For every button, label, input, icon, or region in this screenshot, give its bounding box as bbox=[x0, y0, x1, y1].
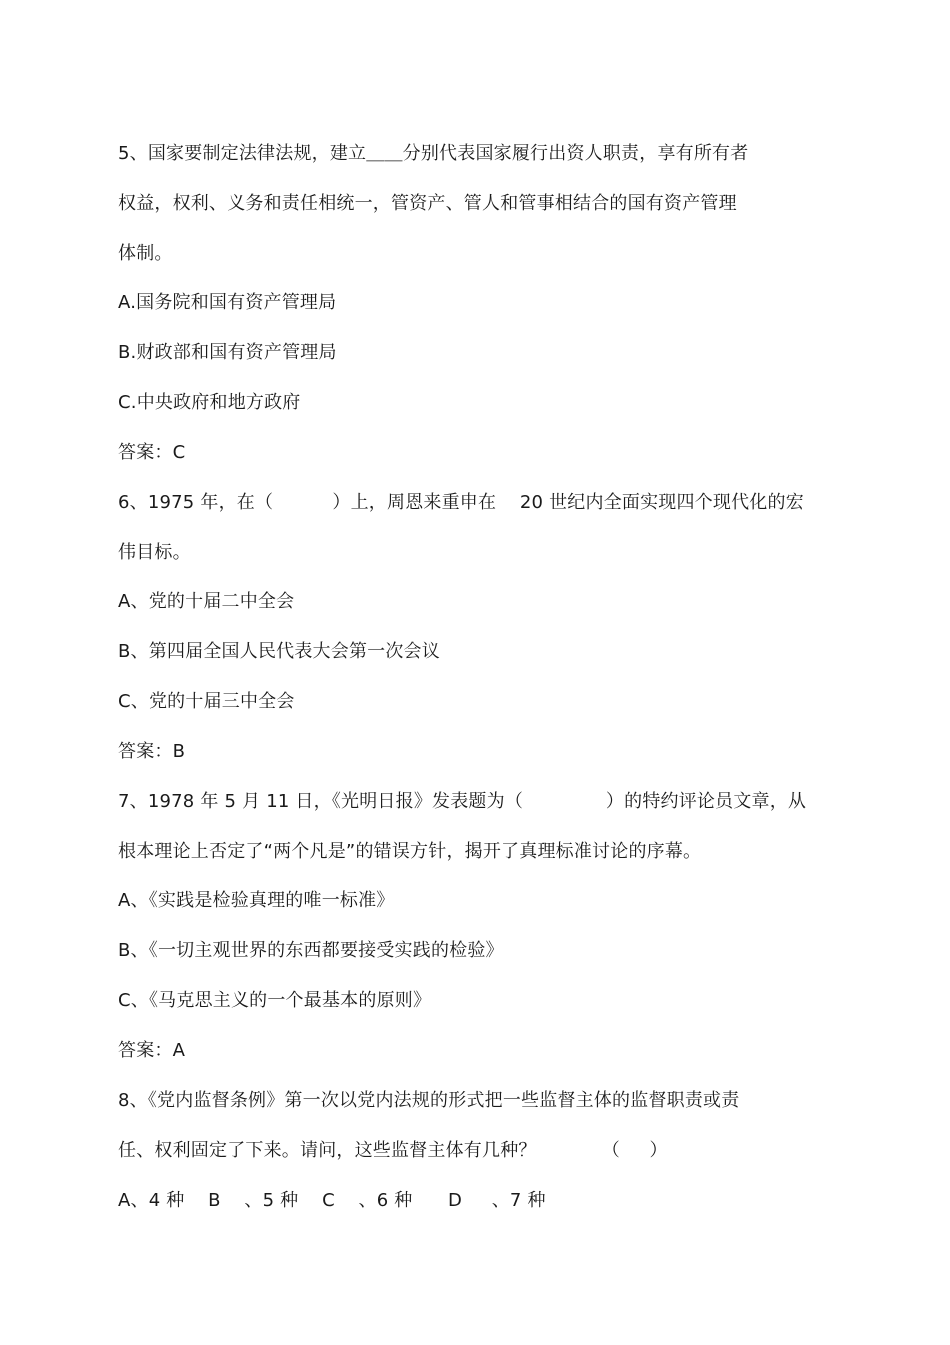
question-5-line-1: 5、国家要制定法律法规，建立＿＿分别代表国家履行出资人职责，享有所有者 bbox=[118, 143, 749, 164]
question-5-answer: 答案：C bbox=[118, 442, 186, 463]
question-5-line-3: 体制。 bbox=[118, 243, 173, 264]
question-7-option-a: A、《实践是检验真理的唯一标准》 bbox=[118, 890, 395, 911]
question-6-answer: 答案：B bbox=[118, 741, 186, 762]
question-5-option-a: A.国务院和国有资产管理局 bbox=[118, 292, 337, 313]
question-6-option-b: B、第四届全国人民代表大会第一次会议 bbox=[118, 641, 440, 662]
question-8-line-1: 8、《党内监督条例》第一次以党内法规的形式把一些监督主体的监督职责或责 bbox=[118, 1090, 740, 1111]
question-7-answer: 答案：A bbox=[118, 1040, 186, 1061]
question-8-options: A、4 种 B 、5 种 C 、6 种 D 、7 种 bbox=[118, 1190, 546, 1211]
question-6-option-c: C、党的十届三中全会 bbox=[118, 691, 295, 712]
question-7-line-2: 根本理论上否定了“两个凡是”的错误方针，揭开了真理标准讨论的序幕。 bbox=[118, 841, 702, 862]
question-8-line-2: 任、权利固定了下来。请问，这些监督主体有几种？ （ ） bbox=[118, 1140, 668, 1161]
question-7-option-c: C、《马克思主义的一个最基本的原则》 bbox=[118, 990, 432, 1011]
question-7-line-1: 7、1978 年 5 月 11 日，《光明日报》发表题为（ ）的特约评论员文章，从 bbox=[118, 791, 807, 812]
question-6-option-a: A、党的十届二中全会 bbox=[118, 591, 295, 612]
question-5-option-c: C.中央政府和地方政府 bbox=[118, 392, 301, 413]
question-6-line-1: 6、1975 年，在（ ）上，周恩来重申在 20 世纪内全面实现四个现代化的宏 bbox=[118, 492, 804, 513]
question-5-option-b: B.财政部和国有资产管理局 bbox=[118, 342, 337, 363]
question-5-line-2: 权益，权利、义务和责任相统一，管资产、管人和管事相结合的国有资产管理 bbox=[118, 193, 737, 214]
question-6-line-2: 伟目标。 bbox=[118, 542, 191, 563]
question-7-option-b: B、《一切主观世界的东西都要接受实践的检验》 bbox=[118, 940, 504, 961]
